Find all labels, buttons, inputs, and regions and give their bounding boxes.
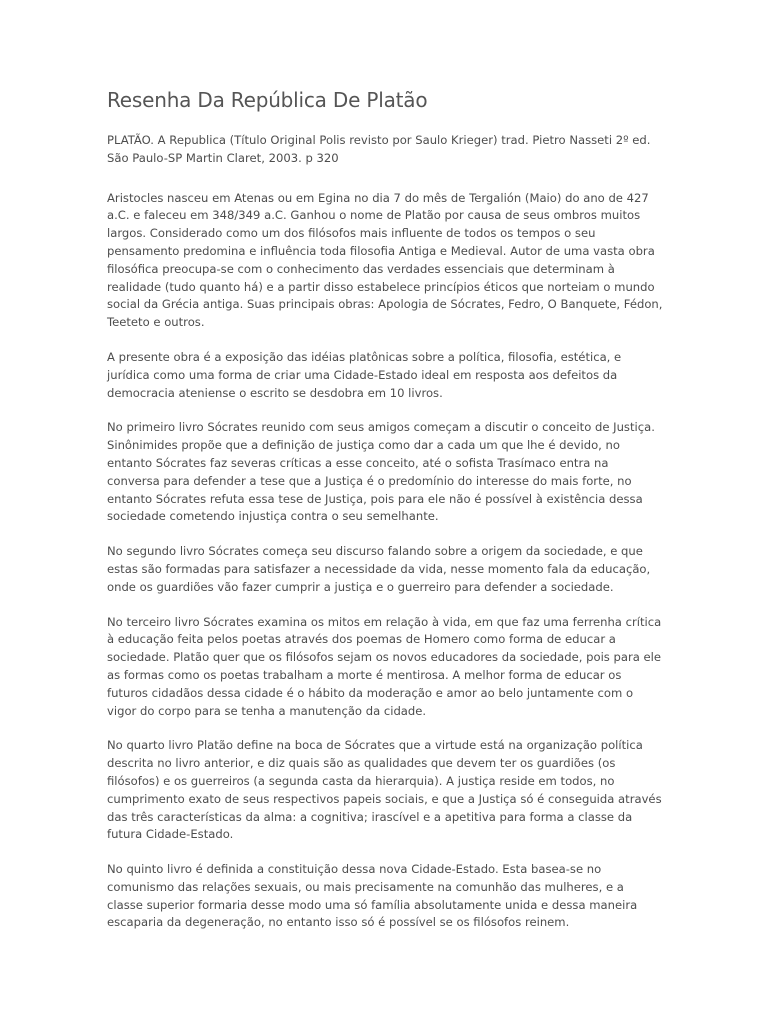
paragraph-biography: Aristocles nasceu em Atenas ou em Egina no dia 7 do mês de Tergalión (Maio) do ano de 427 a.C. e faleceu em 348/349 a.C. Ganhou o nome de Platão por causa de seus ombros muitos largos. Considerado como um dos filósofos mais influente de todos os tempos o seu pensamento predomina e influência toda filosofia Antiga e Medieval. Autor de uma vasta obra filosófica preocupa-se com o conhecimento das verdades essenciais que determinam à realidade (tudo quanto há) e a partir disso estabelece princípios éticos que norteiam o mundo social da Grécia antiga. Suas principais obras: Apologia de Sócrates, Fedro, O Banquete, Fédon, Teeteto e outros.	[107, 190, 663, 330]
document-title: Resenha Da República De Platão	[107, 88, 428, 112]
paragraph-book-five: No quinto livro é definida a constituição dessa nova Cidade-Estado. Esta basea-se no comunismo das relações sexuais, ou mais precisamente na comunhão das mulheres, e a classe superior formaria desse modo uma só família absolutamente unida e dessa maneira escaparia da degeneração, no entanto isso só é possível se os filósofos reinem.	[107, 862, 638, 930]
paragraph-work-overview: A presente obra é a exposição das idéias platônicas sobre a política, filosofia, estética, e jurídica como uma forma de criar uma Cidade-Estado ideal em resposta aos defeitos da democracia ateniense o escrito se desdobra em 10 livros.	[107, 349, 622, 400]
paragraph-book-two: No segundo livro Sócrates começa seu discurso falando sobre a origem da sociedade, e que estas são formadas para satisfazer a necessidade da vida, nesse momento fala da educação, onde os guardiões vão fazer cumprir a justiça e o guerreiro para defender a sociedade.	[107, 544, 651, 594]
paragraph-book-four: No quarto livro Platão define na boca de Sócrates que a virtude está na organização política descrita no livro anterior, e diz quais são as qualidades que devem ter os guardiões (os filósofos) e os guerreiros (a segunda casta da hierarquia). A justiça reside em todos, no cumprimento exato de seus respectivos papeis sociais, e que a Justiça só é conseguida através das três características da alma: a cognitiva; irascível e a apetitiva para forma a classe da futura Cidade-Estado.	[107, 738, 662, 842]
paragraph-book-one: No primeiro livro Sócrates reunido com seus amigos começam a discutir o conceito de Justiça. Sinônimides propõe que a definição de justiça como dar a cada um que lhe é devido, no entanto Sócrates faz severas críticas a esse conceito, até o sofista Trasímaco entra na conversa para defender a tese que a Justiça é o predomínio do interesse do mais forte, no entanto Sócrates refuta essa tese de Justiça, pois para ele não é possível à existência dessa sociedade cometendo injustiça contra o seu semelhante.	[107, 420, 655, 524]
bibliographic-citation: PLATÃO. A Republica (Título Original Polis revisto por Saulo Krieger) trad. Pietro Nasseti 2º ed. São Paulo-SP Martin Claret, 2003. p 320	[107, 133, 651, 165]
paragraph-book-three: No terceiro livro Sócrates examina os mitos em relação à vida, em que faz uma ferrenha crítica à educação feita pelos poetas através dos poemas de Homero como forma de educar a sociedade. Platão quer que os filósofos sejam os novos educadores da sociedade, pois para ele as formas como os poetas trabalham a morte é mentirosa. A melhor forma de educar os futuros cidadãos dessa cidade é o hábito da moderação e amor ao belo juntamente com o vigor do corpo para se tenha a manutenção da cidade.	[107, 614, 662, 718]
document-body	[107, 132, 663, 949]
